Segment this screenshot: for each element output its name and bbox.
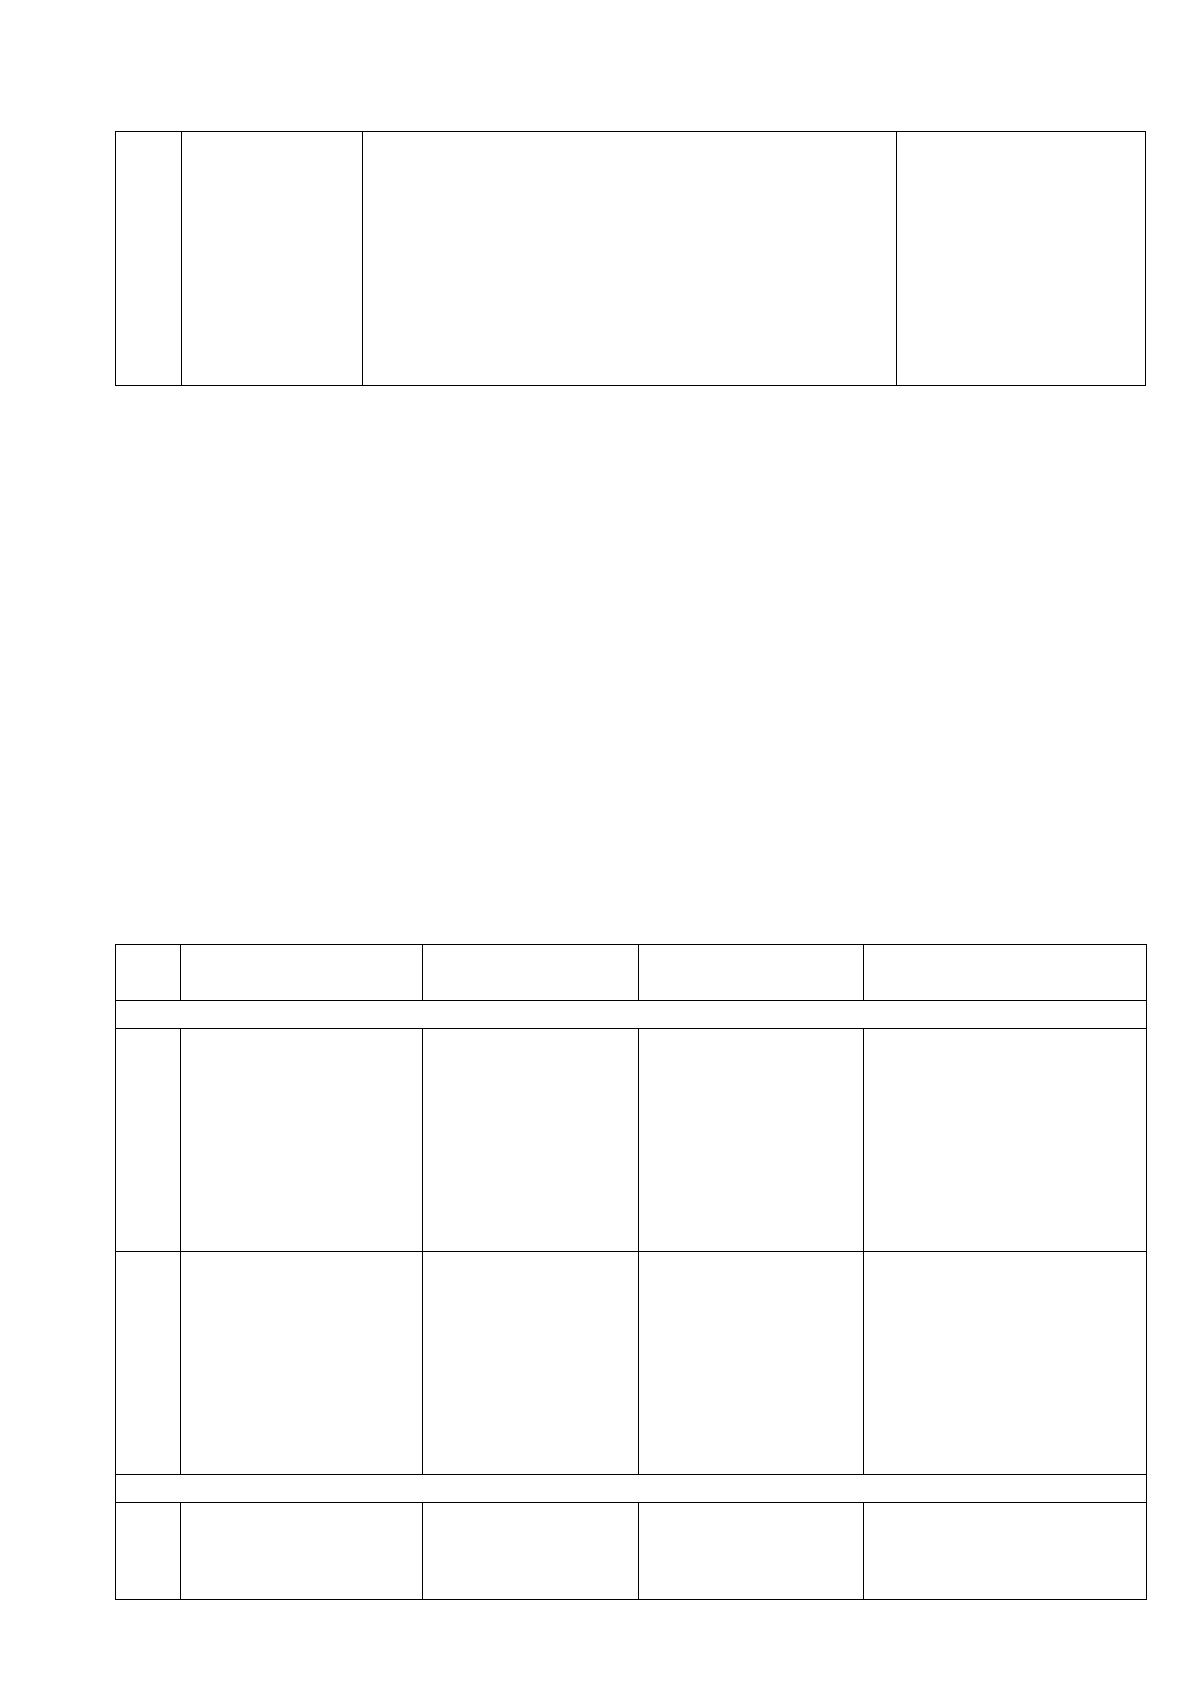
table-cell bbox=[897, 132, 1146, 386]
table-row bbox=[116, 1029, 1147, 1252]
table-cell bbox=[182, 132, 363, 386]
restricted-objects-list bbox=[363, 132, 896, 136]
header-basis bbox=[864, 945, 1147, 1001]
section-row bbox=[116, 1001, 1147, 1029]
table-row bbox=[116, 132, 1146, 386]
location-cell bbox=[423, 1503, 639, 1600]
basis-cell bbox=[864, 1252, 1147, 1475]
table-cell bbox=[116, 132, 182, 386]
zso-bounds-cell bbox=[639, 1503, 864, 1600]
basis-cell bbox=[864, 1503, 1147, 1600]
location-cell bbox=[423, 1029, 639, 1252]
row-number bbox=[116, 1029, 181, 1252]
header-location bbox=[423, 945, 639, 1001]
continuation-table bbox=[115, 131, 1146, 386]
object-cell bbox=[181, 1252, 423, 1475]
table-row bbox=[116, 1503, 1147, 1600]
sanitary-zones-table bbox=[115, 944, 1147, 1600]
location-cell bbox=[423, 1252, 639, 1475]
section-row bbox=[116, 1475, 1147, 1503]
table-row bbox=[116, 1252, 1147, 1475]
restricted-objects-cell bbox=[363, 132, 897, 386]
header-num bbox=[116, 945, 181, 1001]
row-number bbox=[116, 1503, 181, 1600]
basis-cell bbox=[864, 1029, 1147, 1252]
section-1-title bbox=[116, 1001, 1147, 1029]
header-object bbox=[181, 945, 423, 1001]
header-zso-bounds bbox=[639, 945, 864, 1001]
table-header-row bbox=[116, 945, 1147, 1001]
object-cell bbox=[181, 1029, 423, 1252]
object-cell bbox=[181, 1503, 423, 1600]
row-number bbox=[116, 1252, 181, 1475]
zso-bounds-cell bbox=[639, 1252, 864, 1475]
zso-bounds-cell bbox=[639, 1029, 864, 1252]
section-2-title bbox=[116, 1475, 1147, 1503]
